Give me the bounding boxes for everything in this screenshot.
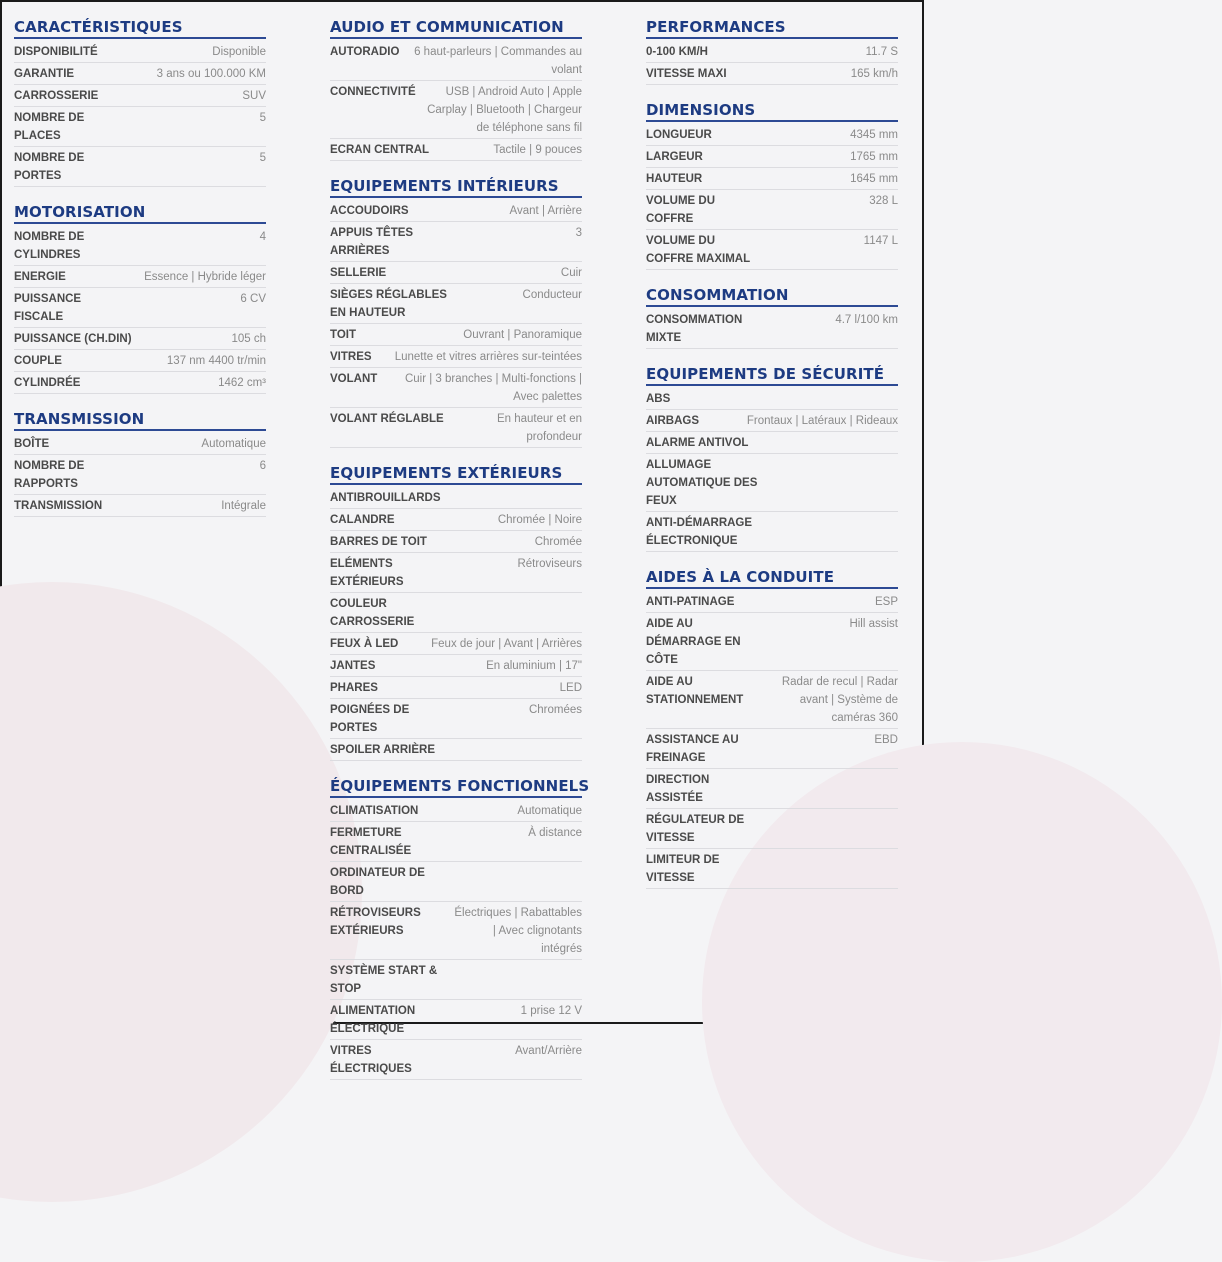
spec-row	[646, 63, 898, 85]
spec-value: 328 L	[869, 195, 898, 207]
spec-value: ESP	[874, 596, 898, 608]
spec-label: CYLINDRÉE	[14, 377, 81, 389]
spec-row	[330, 633, 582, 655]
spec-row	[646, 849, 898, 889]
spec-label: AUTORADIO	[330, 46, 400, 58]
spec-value: Intégrale	[221, 500, 266, 512]
spec-value: 3	[575, 227, 582, 239]
spec-value: Automatique	[201, 438, 266, 450]
spec-value: 105 ch	[231, 333, 266, 345]
spec-section	[646, 365, 898, 552]
spec-row	[330, 200, 582, 222]
spec-label: SELLERIE	[330, 267, 387, 279]
spec-section	[330, 464, 582, 761]
spec-row	[330, 960, 582, 1000]
spec-value: 3 ans ou 100.000 KM	[156, 68, 266, 80]
spec-value: 11.7 S	[865, 46, 898, 58]
spec-label: HAUTEUR	[646, 173, 703, 185]
spec-row	[330, 487, 582, 509]
spec-label: VITRES	[330, 351, 372, 363]
spec-value: 4.7 l/100 km	[835, 314, 898, 326]
spec-label: CALANDRE	[330, 514, 395, 526]
spec-row	[330, 655, 582, 677]
spec-value: 1 prise 12 V	[520, 1005, 582, 1017]
spec-value: Radar de recul | Radar avant | Système de caméras 360	[781, 676, 898, 724]
section-title: TRANSMISSION	[14, 410, 266, 431]
spec-label: LIMITEUR DE VITESSE	[646, 854, 720, 884]
spec-label: JANTES	[330, 660, 376, 672]
spec-column-2	[330, 18, 590, 1096]
spec-row	[646, 168, 898, 190]
spec-label: BOÎTE	[14, 438, 50, 450]
spec-label: SYSTÈME START & STOP	[330, 965, 438, 995]
spec-value: 5	[259, 152, 266, 164]
spec-value: Chromée	[534, 536, 582, 548]
spec-label: PHARES	[330, 682, 378, 694]
spec-value: Cuir | 3 branches | Multi-fonctions | Avec palettes	[404, 373, 582, 403]
spec-value: 4345 mm	[850, 129, 898, 141]
spec-row	[330, 81, 582, 139]
spec-label: CLIMATISATION	[330, 805, 419, 817]
spec-value: En aluminium | 17"	[486, 660, 582, 672]
spec-row	[330, 41, 582, 81]
spec-label: ANTIBROUILLARDS	[330, 492, 441, 504]
spec-row	[330, 822, 582, 862]
spec-label: APPUIS TÊTES ARRIÈRES	[330, 227, 414, 257]
section-title: EQUIPEMENTS INTÉRIEURS	[330, 177, 582, 198]
spec-value: En hauteur et en profondeur	[496, 413, 582, 443]
spec-row	[14, 328, 266, 350]
spec-label: ACCOUDOIRS	[330, 205, 409, 217]
spec-column-3	[646, 18, 898, 905]
spec-label: VITESSE MAXI	[646, 68, 727, 80]
spec-value: Essence | Hybride léger	[144, 271, 266, 283]
section-title: CARACTÉRISTIQUES	[14, 18, 266, 39]
spec-section	[646, 101, 898, 270]
spec-value: 1645 mm	[850, 173, 898, 185]
spec-value: Automatique	[517, 805, 582, 817]
spec-value: 4	[259, 231, 266, 243]
spec-value: Avant | Arrière	[509, 205, 582, 217]
spec-label: ANTI-PATINAGE	[646, 596, 735, 608]
spec-value: 6 haut-parleurs | Commandes au volant	[414, 46, 582, 76]
spec-label: CARROSSERIE	[14, 90, 99, 102]
spec-row	[646, 190, 898, 230]
spec-value: SUV	[242, 90, 266, 102]
spec-value: LED	[559, 682, 582, 694]
spec-label: VOLANT RÉGLABLE	[330, 413, 444, 425]
spec-row	[646, 432, 898, 454]
spec-column-1	[14, 18, 266, 533]
spec-label: VOLUME DU COFFRE MAXIMAL	[646, 235, 751, 265]
spec-label: ALARME ANTIVOL	[646, 437, 749, 449]
spec-row	[646, 41, 898, 63]
section-title: EQUIPEMENTS EXTÉRIEURS	[330, 464, 582, 485]
spec-label: TRANSMISSION	[14, 500, 103, 512]
spec-row	[330, 324, 582, 346]
spec-value: 6 CV	[240, 293, 266, 305]
spec-label: CONSOMMATION MIXTE	[646, 314, 743, 344]
spec-row	[330, 553, 582, 593]
spec-section	[646, 568, 898, 889]
spec-row	[646, 410, 898, 432]
spec-row	[330, 862, 582, 902]
spec-label: SPOILER ARRIÈRE	[330, 744, 436, 756]
spec-value: À distance	[528, 827, 582, 839]
spec-row	[330, 593, 582, 633]
section-title: ÉQUIPEMENTS FONCTIONNELS	[330, 777, 582, 798]
spec-row	[646, 309, 898, 349]
spec-row	[330, 284, 582, 324]
spec-row	[14, 455, 266, 495]
spec-label: BARRES DE TOIT	[330, 536, 427, 548]
spec-label: LONGUEUR	[646, 129, 712, 141]
spec-value: Chromées	[528, 704, 582, 716]
section-title: CONSOMMATION	[646, 286, 898, 307]
spec-row	[646, 729, 898, 769]
background-decoration	[0, 582, 362, 1202]
spec-row	[646, 230, 898, 270]
spec-row	[14, 495, 266, 517]
spec-label: COULEUR CARROSSERIE	[330, 598, 415, 628]
spec-row	[14, 372, 266, 394]
spec-value: Hill assist	[849, 618, 898, 630]
spec-label: NOMBRE DE PORTES	[14, 152, 85, 182]
section-title: PERFORMANCES	[646, 18, 898, 39]
spec-value: Rétroviseurs	[517, 558, 582, 570]
spec-label: NOMBRE DE RAPPORTS	[14, 460, 85, 490]
spec-label: ABS	[646, 393, 671, 405]
spec-section	[14, 18, 266, 187]
spec-label: FERMETURE CENTRALISÉE	[330, 827, 412, 857]
spec-row	[14, 147, 266, 187]
spec-row	[14, 107, 266, 147]
spec-label: NOMBRE DE CYLINDRES	[14, 231, 85, 261]
spec-value: Lunette et vitres arrières sur-teintées	[394, 351, 582, 363]
spec-value: EBD	[874, 734, 898, 746]
spec-label: ANTI-DÉMARRAGE ÉLECTRONIQUE	[646, 517, 753, 547]
spec-row	[330, 509, 582, 531]
spec-section	[14, 203, 266, 394]
spec-value: 6	[259, 460, 266, 472]
spec-label: ASSISTANCE AU FREINAGE	[646, 734, 739, 764]
spec-label: AIRBAGS	[646, 415, 700, 427]
spec-row	[14, 350, 266, 372]
spec-row	[646, 512, 898, 552]
spec-row	[14, 226, 266, 266]
section-title: EQUIPEMENTS DE SÉCURITÉ	[646, 365, 898, 386]
spec-value: Disponible	[212, 46, 266, 58]
spec-row	[330, 222, 582, 262]
spec-row	[330, 408, 582, 448]
spec-row	[14, 41, 266, 63]
spec-value: 165 km/h	[850, 68, 898, 80]
spec-label: RÉTROVISEURS EXTÉRIEURS	[330, 907, 421, 937]
spec-label: LARGEUR	[646, 151, 703, 163]
spec-value: Conducteur	[522, 289, 582, 301]
spec-value: Avant/Arrière	[515, 1045, 582, 1057]
spec-section	[14, 410, 266, 517]
spec-row	[330, 800, 582, 822]
section-title: MOTORISATION	[14, 203, 266, 224]
spec-label: RÉGULATEUR DE VITESSE	[646, 814, 745, 844]
spec-row	[646, 146, 898, 168]
spec-row	[330, 902, 582, 960]
spec-row	[330, 262, 582, 284]
spec-row	[330, 368, 582, 408]
spec-label: POIGNÉES DE PORTES	[330, 704, 410, 734]
spec-row	[646, 591, 898, 613]
spec-row	[646, 124, 898, 146]
spec-value: 1765 mm	[850, 151, 898, 163]
spec-label: ENERGIE	[14, 271, 66, 283]
spec-section	[646, 286, 898, 349]
spec-row	[646, 809, 898, 849]
spec-value: USB | Android Auto | Apple Carplay | Bluetooth | Chargeur de téléphone sans fil	[427, 86, 582, 134]
spec-label: VITRES ÉLECTRIQUES	[330, 1045, 412, 1075]
section-title: DIMENSIONS	[646, 101, 898, 122]
spec-label: ELÉMENTS EXTÉRIEURS	[330, 558, 404, 588]
spec-label: TOIT	[330, 329, 356, 341]
spec-section	[330, 177, 582, 448]
section-title: AUDIO ET COMMUNICATION	[330, 18, 582, 39]
spec-label: FEUX À LED	[330, 638, 399, 650]
spec-label: PUISSANCE (CH.DIN)	[14, 333, 132, 345]
spec-row	[330, 139, 582, 161]
spec-label: ECRAN CENTRAL	[330, 144, 430, 156]
spec-row	[646, 671, 898, 729]
spec-row	[14, 85, 266, 107]
spec-value: Feux de jour | Avant | Arrières	[431, 638, 582, 650]
spec-value: 1462 cm³	[218, 377, 266, 389]
spec-row	[14, 266, 266, 288]
spec-row	[330, 1040, 582, 1080]
spec-row	[330, 346, 582, 368]
spec-label: GARANTIE	[14, 68, 75, 80]
spec-label: AIDE AU DÉMARRAGE EN CÔTE	[646, 618, 741, 666]
spec-row	[14, 63, 266, 85]
spec-label: SIÈGES RÉGLABLES EN HAUTEUR	[330, 289, 447, 319]
spec-row	[646, 613, 898, 671]
spec-row	[646, 388, 898, 410]
spec-value: 1147 L	[863, 235, 898, 247]
spec-label: VOLUME DU COFFRE	[646, 195, 715, 225]
spec-label: CONNECTIVITÉ	[330, 86, 416, 98]
spec-label: DIRECTION ASSISTÉE	[646, 774, 710, 804]
spec-label: COUPLE	[14, 355, 62, 367]
spec-value: Tactile | 9 pouces	[493, 144, 582, 156]
spec-label: PUISSANCE FISCALE	[14, 293, 82, 323]
spec-value: Chromée | Noire	[497, 514, 582, 526]
spec-label: ORDINATEUR DE BORD	[330, 867, 425, 897]
spec-row	[330, 699, 582, 739]
spec-row	[330, 531, 582, 553]
spec-row	[14, 433, 266, 455]
spec-section	[646, 18, 898, 85]
spec-value: Frontaux | Latéraux | Rideaux	[746, 415, 898, 427]
spec-label: ALIMENTATION ÉLECTRIQUE	[330, 1005, 416, 1035]
spec-label: 0-100 KM/H	[646, 46, 708, 58]
section-title: AIDES À LA CONDUITE	[646, 568, 898, 589]
spec-value: Ouvrant | Panoramique	[463, 329, 582, 341]
spec-label: AIDE AU STATIONNEMENT	[646, 676, 744, 706]
spec-value: 137 nm 4400 tr/min	[166, 355, 266, 367]
spec-section	[330, 18, 582, 161]
spec-label: ALLUMAGE AUTOMATIQUE DES FEUX	[646, 459, 758, 507]
spec-row	[330, 1000, 582, 1040]
spec-value: Cuir	[560, 267, 582, 279]
spec-row	[14, 288, 266, 328]
spec-label: DISPONIBILITÉ	[14, 46, 98, 58]
spec-row	[646, 769, 898, 809]
spec-row	[330, 739, 582, 761]
spec-value: 5	[259, 112, 266, 124]
spec-label: VOLANT	[330, 373, 378, 385]
spec-section	[330, 777, 590, 1080]
spec-row	[330, 677, 582, 699]
spec-row	[646, 454, 898, 512]
spec-label: NOMBRE DE PLACES	[14, 112, 85, 142]
spec-value: Électriques | Rabattables | Avec clignotants intégrés	[454, 907, 582, 955]
